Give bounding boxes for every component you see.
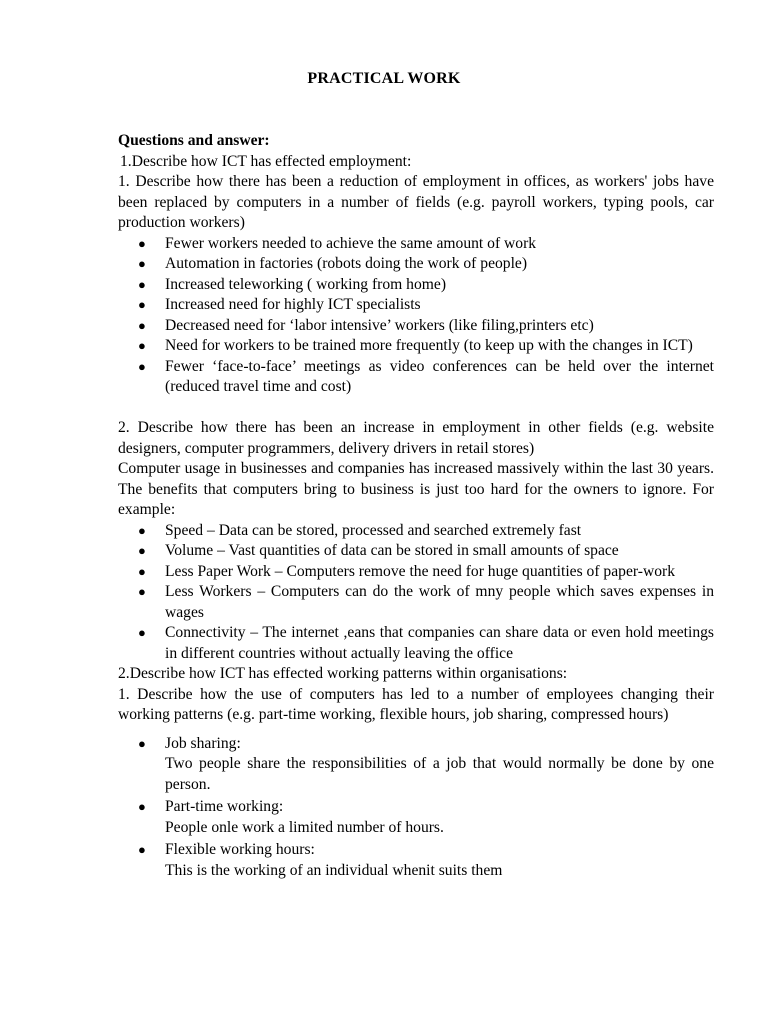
question-1-part-1-text: 1. Describe how there has been a reduction of employment in offices, as workers' jobs have been replaced by computers in a number of fields (e.g. payroll workers, typing pools, car production workers) — [118, 173, 714, 231]
bullet-icon: ● — [138, 522, 146, 538]
list-item: ● Increased need for highly ICT specialists — [118, 295, 714, 316]
list-item — [118, 797, 714, 838]
item-term: Part-time working: — [165, 798, 284, 815]
list-item: ● Need for workers to be trained more frequently (to keep up with the changes in ICT) — [118, 336, 714, 357]
bullet-icon: ● — [138, 563, 146, 579]
bullet-icon: ● — [138, 338, 146, 353]
list-item — [118, 840, 714, 881]
question-1-part-2-list — [118, 521, 714, 665]
bullet-icon: ● — [138, 842, 146, 857]
bullet-icon: ● — [138, 735, 146, 751]
item-term: Job sharing: — [165, 734, 241, 752]
list-item: ● Speed – Data can be stored, processed and searched extremely fast — [118, 521, 714, 542]
list-item: ● Automation in factories (robots doing the work of people) — [118, 254, 714, 275]
bullet-icon: ● — [138, 235, 146, 251]
bullet-icon: ● — [138, 317, 146, 333]
list-item: ● Less Workers – Computers can do the work of mny people which saves expenses in wages — [138, 583, 714, 621]
working-patterns-list — [118, 734, 714, 882]
spacer — [118, 726, 714, 734]
list-item: ● Less Paper Work – Computers remove the need for huge quantities of paper-work — [118, 562, 714, 583]
spacer — [118, 398, 714, 419]
item-description: This is the working of an individual whenit suits them — [165, 861, 503, 879]
list-item: ● Fewer ‘face-to-face’ meetings as video conferences can be held over the internet (reduced travel time and cost) — [138, 357, 714, 395]
question-2-title: 2.Describe how ICT has effected working patterns within organisations: — [118, 665, 568, 682]
question-2-part-1-text: 1. Describe how the use of computers has led to a number of employees changing their working patterns (e.g. part-time working, flexible hours, job sharing, compressed hours) — [118, 685, 714, 723]
list-item: ● Connectivity – The internet ,eans that companies can share data or even hold meetings in different countries without actually leaving the office — [138, 624, 714, 662]
question-1-part-2-paragraph: Computer usage in businesses and companies has increased massively within the last 30 years. The benefits that computers bring to business is just too hard for the owners to ignore. For example: — [118, 460, 714, 518]
bullet-icon: ● — [138, 799, 146, 814]
bullet-icon: ● — [138, 276, 146, 292]
item-description: People onle work a limited number of hours. — [165, 818, 444, 836]
bullet-icon: ● — [138, 543, 146, 558]
bullet-icon: ● — [138, 297, 146, 312]
item-term: Flexible working hours: — [165, 841, 315, 858]
question-1-part-2-text: 2. Describe how there has been an increase in employment in other fields (e.g. website designers, computer programmers, delivery drivers in retail stores) — [118, 419, 714, 457]
page-title: PRACTICAL WORK — [307, 70, 461, 87]
bullet-icon: ● — [138, 625, 146, 640]
question-1-title: 1.Describe how ICT has effected employment: — [120, 152, 412, 170]
list-item: ● Increased teleworking ( working from home) — [118, 275, 714, 296]
item-description: Two people share the responsibilities of a job that would normally be done by one person. — [165, 755, 714, 793]
question-1-part-1-list — [118, 234, 714, 398]
document-body — [118, 131, 714, 883]
bullet-icon: ● — [138, 584, 146, 599]
section-heading: Questions and answer: — [118, 132, 270, 149]
list-item: ● Fewer workers needed to achieve the same amount of work — [118, 234, 714, 255]
list-item — [118, 734, 714, 796]
list-item: ● Volume – Vast quantities of data can be stored in small amounts of space — [118, 541, 714, 562]
bullet-icon: ● — [138, 256, 146, 271]
bullet-icon: ● — [138, 358, 146, 374]
list-item: ● Decreased need for ‘labor intensive’ workers (like filing,printers etc) — [118, 316, 714, 337]
